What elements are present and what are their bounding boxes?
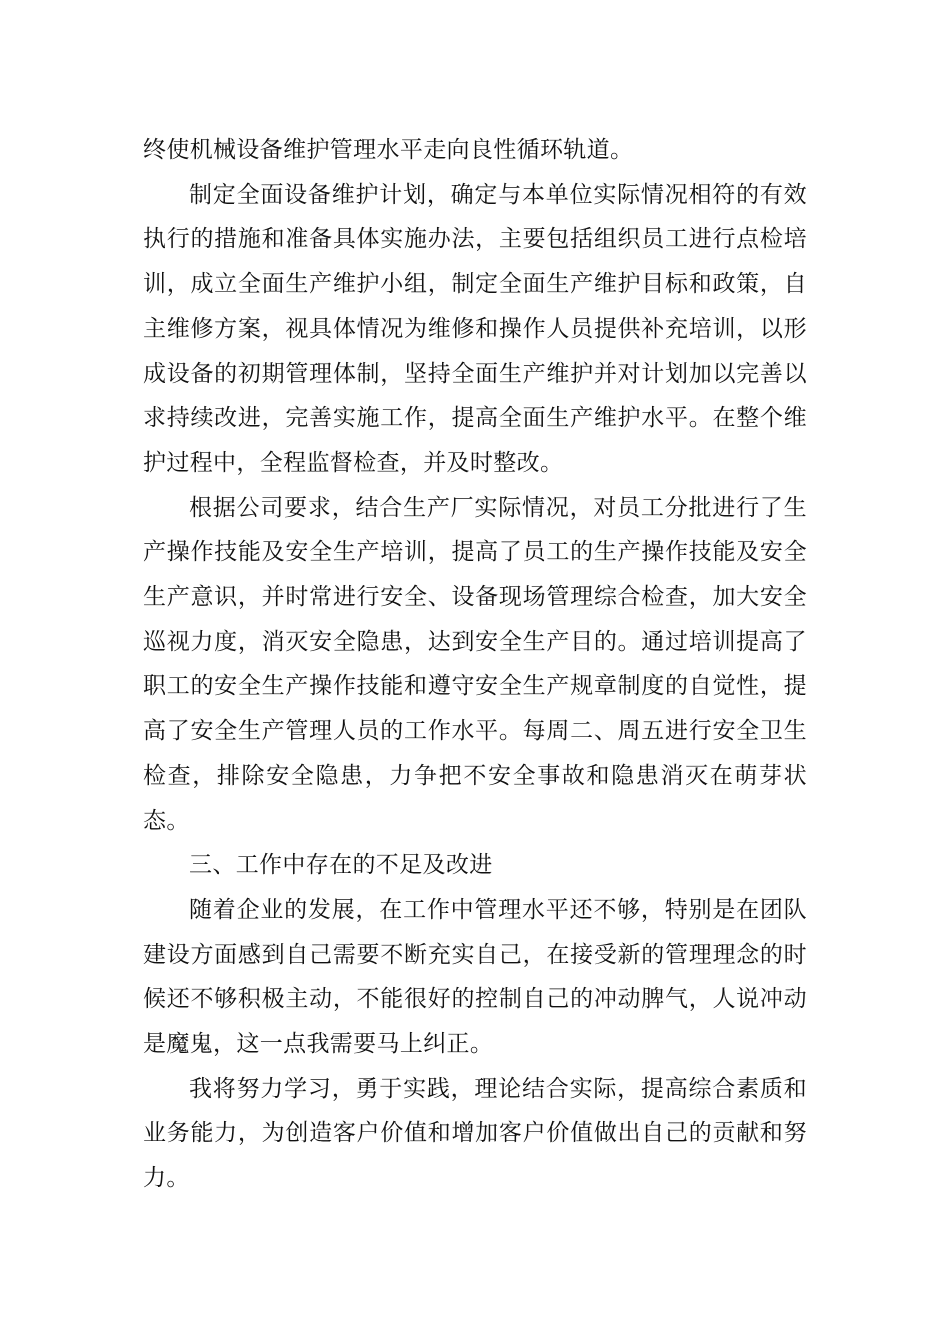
paragraph-maintenance-plan: 制定全面设备维护计划，确定与本单位实际情况相符的有效执行的措施和准备具体实施办法，主要包括组织员工进行点检培训，成立全面生产维护小组，制定全面生产维护目标和政策，自主维修方案，视具体情况为维修和操作人员提供补充培训，以形成设备的初期管理体制，坚持全面生产维护并对计划加以完善以求持续改进，完善实施工作，提高全面生产维护水平。在整个维护过程中，全程监督检查，并及时整改。 bbox=[143, 181, 807, 476]
paragraph-shortcomings: 随着企业的发展，在工作中管理水平还不够，特别是在团队建设方面感到自己需要不断充实自己，在接受新的管理理念的时候还不够积极主动，不能很好的控制自己的冲动脾气，人说冲动是魔鬼，这一点我需要马上纠正。 bbox=[143, 896, 807, 1058]
paragraph-improvement: 我将努力学习，勇于实践，理论结合实际，提高综合素质和业务能力，为创造客户价值和增加客户价值做出自己的贡献和努力。 bbox=[143, 1075, 807, 1192]
paragraph-safety-training: 根据公司要求，结合生产厂实际情况，对员工分批进行了生产操作技能及安全生产培训，提高了员工的生产操作技能及安全生产意识，并时常进行安全、设备现场管理综合检查，加大安全巡视力度，消灭安全隐患，达到安全生产目的。通过培训提高了职工的安全生产操作技能和遵守安全生产规章制度的自觉性，提高了安全生产管理人员的工作水平。每周二、周五进行安全卫生检查，排除安全隐患，力争把不安全事故和隐患消灭在萌芽状态。 bbox=[143, 494, 807, 834]
paragraph-continuation: 终使机械设备维护管理水平走向良性循环轨道。 bbox=[143, 137, 634, 163]
section-heading-shortcomings: 三、工作中存在的不足及改进 bbox=[189, 852, 493, 879]
document-body bbox=[143, 128, 807, 1201]
